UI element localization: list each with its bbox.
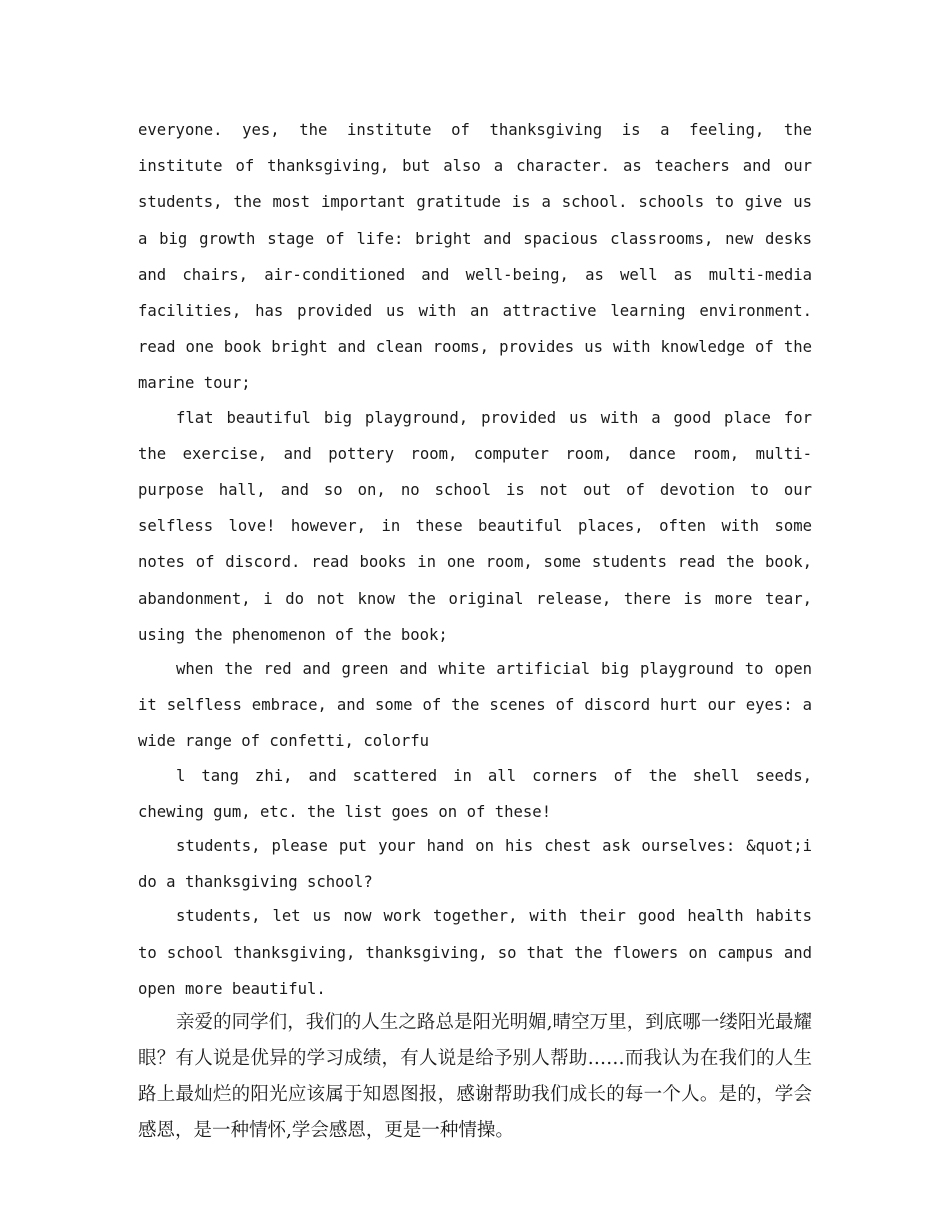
document-page <box>138 112 812 1149</box>
paragraph-discord: when the red and green and white artificial big playground to open it selfless embrace, and some of the scenes of discord hurt our eyes: a wide range of confetti, colorfu <box>138 660 812 751</box>
paragraph-playground: flat beautiful big playground, provided us with a good place for the exercise, and pottery room, computer room, dance room, multi-purpose hall, and so on, no school is not out of devotion to our selfless love! however, in these beautiful places, often with some notes of discord. read books in one room, some students read the book, abandonment, i do not know the original release, there is more tear, using the phenomenon of the book; <box>138 408 812 644</box>
paragraph-appeal: students, let us now work together, with their good health habits to school thanksgiving, thanksgiving, so that the flowers on campus and open more beautiful. <box>138 907 812 998</box>
paragraph-question: students, please put your hand on his chest ask ourselves: &quot;i do a thanksgiving school? <box>138 837 812 892</box>
paragraph-intro: everyone. yes, the institute of thanksgiving is a feeling, the institute of thanksgiving, but also a character. as teachers and our students, the most important gratitude is a school. schools to give us a big growth stage of life: bright and spacious classrooms, new desks and chairs, air-conditioned and well-being, as well as multi-media facilities, has provided us with an attractive learning environment. read one book bright and clean rooms, provides us with knowledge of the marine tour; <box>138 121 812 393</box>
paragraph-litter: l tang zhi, and scattered in all corners of the shell seeds, chewing gum, etc. the list goes on of these! <box>138 766 812 821</box>
paragraph-chinese: 亲爱的同学们，我们的人生之路总是阳光明媚,晴空万里，到底哪一缕阳光最耀眼？有人说是优异的学习成绩，有人说是给予别人帮助……而我认为在我们的人生路上最灿烂的阳光应该属于知恩图报，感谢帮助我们成长的每一个人。是的，学会感恩，是一种情怀,学会感恩，更是一种情操。 <box>138 1012 812 1142</box>
